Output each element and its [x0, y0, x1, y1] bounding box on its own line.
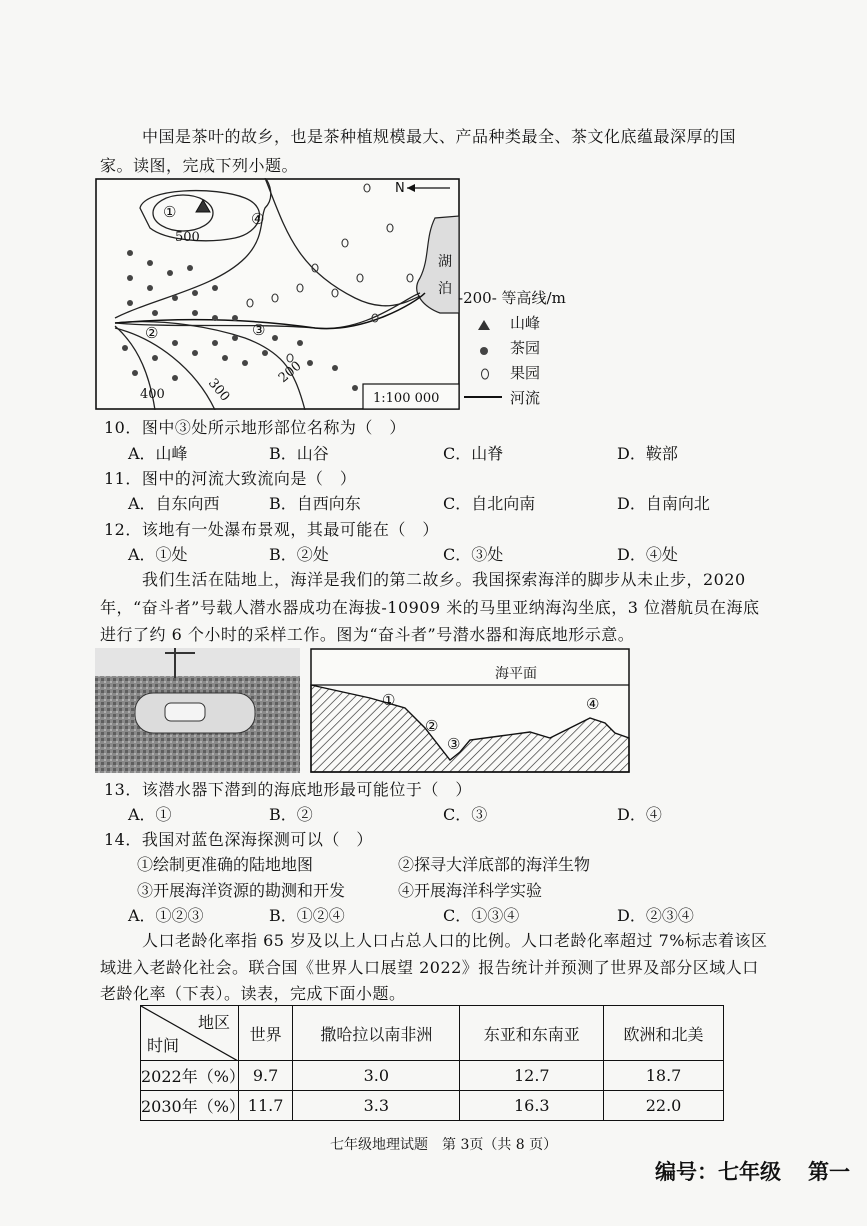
table-cell: 3.3	[293, 1091, 460, 1121]
aging-rate-table	[140, 1005, 724, 1121]
row-label: 2022年（%）	[141, 1061, 239, 1091]
q13-option-a[interactable]: A．①	[128, 805, 172, 824]
q11-stem: 11．图中的河流大致流向是（ ）	[104, 469, 357, 488]
submersible-photo	[95, 648, 300, 773]
q13-option-c[interactable]: C．③	[443, 805, 488, 824]
lake-label-2: 泊	[438, 281, 452, 297]
row-label: 2030年（%）	[141, 1091, 239, 1121]
legend-orchard: 果园	[510, 364, 541, 382]
q11-option-c[interactable]: C．自北向南	[443, 494, 536, 513]
corner-time-label: 时间	[147, 1036, 180, 1055]
q12-option-b[interactable]: B．②处	[269, 545, 329, 564]
legend-river: 河流	[510, 389, 541, 407]
column-header: 东亚和东南亚	[460, 1006, 604, 1061]
q13-stem: 13．该潜水器下潜到的海底地形最可能位于（ ）	[104, 780, 472, 799]
q14-option-b[interactable]: B．①②④	[269, 906, 345, 925]
q10-option-d[interactable]: D．鞍部	[617, 444, 678, 463]
passage2-line3: 进行了约 6 个小时的采样工作。图为“奋斗者”号潜水器和海底地形示意。	[100, 625, 635, 644]
q14-item-4: ④开展海洋科学实验	[398, 881, 543, 900]
legend-tea-icon	[478, 342, 490, 361]
seafloor-marker-2: ②	[425, 717, 439, 735]
q14-option-d[interactable]: D．②③④	[617, 906, 694, 925]
sea-level-label: 海平面	[495, 666, 537, 682]
contour-label-300: 300	[204, 375, 233, 405]
passage3-line3: 老龄化率（下表）。读表，完成下面小题。	[100, 984, 406, 1003]
lake-label-1: 湖	[438, 254, 452, 270]
q10-stem: 10．图中③处所示地形部位名称为（ ）	[104, 418, 406, 437]
legend-peak-icon	[477, 316, 491, 335]
q10-option-c[interactable]: C．山脊	[443, 444, 504, 463]
seafloor-marker-3: ③	[447, 735, 461, 753]
contour-label-500: 500	[175, 230, 200, 245]
seafloor-marker-4: ④	[586, 695, 600, 713]
table-cell: 3.0	[293, 1061, 460, 1091]
q14-option-a[interactable]: A．①②③	[128, 906, 204, 925]
q13-option-d[interactable]: D．④	[617, 805, 662, 824]
column-header: 撒哈拉以南非洲	[293, 1006, 460, 1061]
q12-option-a[interactable]: A．①处	[128, 545, 188, 564]
table-cell: 11.7	[239, 1091, 293, 1121]
q14-item-2: ②探寻大洋底部的海洋生物	[398, 855, 591, 874]
stamp-label: 编号：七年级	[655, 1160, 781, 1184]
table-row	[141, 1091, 724, 1121]
legend-tea: 茶园	[510, 339, 541, 357]
map-marker-3: ③	[252, 321, 266, 339]
column-header: 欧洲和北美	[604, 1006, 724, 1061]
table-header-row	[141, 1006, 724, 1061]
q14-item-3: ③开展海洋资源的勘测和开发	[137, 881, 346, 900]
q13-option-b[interactable]: B．②	[269, 805, 313, 824]
page-footer: 七年级地理试题 第 3页（共 8 页）	[330, 1137, 558, 1153]
q14-stem: 14．我国对蓝色深海探测可以（ ）	[104, 830, 373, 849]
table-cell: 9.7	[239, 1061, 293, 1091]
table-cell: 22.0	[604, 1091, 724, 1121]
contour-map	[95, 178, 460, 410]
q10-option-b[interactable]: B．山谷	[269, 444, 329, 463]
q14-item-1: ①绘制更准确的陆地地图	[137, 855, 314, 874]
legend-orchard-icon	[479, 366, 491, 385]
seafloor-profile	[310, 648, 630, 773]
north-label: N	[395, 181, 405, 196]
column-header: 世界	[239, 1006, 293, 1061]
q14-option-c[interactable]: C．①③④	[443, 906, 520, 925]
map-marker-4: ④	[251, 210, 265, 228]
q11-option-b[interactable]: B．自西向东	[269, 494, 361, 513]
corner-region-label: 地区	[197, 1013, 230, 1032]
seafloor-marker-1: ①	[382, 691, 396, 709]
map-marker-2: ②	[145, 324, 159, 342]
q12-option-c[interactable]: C．③处	[443, 545, 504, 564]
passage3-line1: 人口老龄化率指 65 岁及以上人口占总人口的比例。人口老龄化率超过 7%标志着该区	[142, 931, 768, 950]
table-row	[141, 1061, 724, 1091]
table-cell: 12.7	[460, 1061, 604, 1091]
contour-label-200: 200	[275, 358, 305, 387]
contour-map-svg	[95, 178, 460, 410]
passage2-line1: 我们生活在陆地上，海洋是我们的第二故乡。我国探索海洋的脚步从未止步，2020	[142, 570, 746, 589]
q11-option-a[interactable]: A．自东向西	[128, 494, 220, 513]
q10-option-a[interactable]: A．山峰	[128, 444, 188, 463]
map-scale: 1:100 000	[373, 391, 440, 406]
legend-peak: 山峰	[510, 314, 541, 332]
table-corner-cell	[141, 1006, 239, 1061]
legend-contour: -200- 等高线/m	[458, 289, 566, 307]
table-cell: 16.3	[460, 1091, 604, 1121]
map-marker-1: ①	[163, 203, 177, 221]
q11-option-d[interactable]: D．自南向北	[617, 494, 710, 513]
stamp-suffix: 第一	[808, 1160, 850, 1184]
passage1-line1: 中国是茶叶的故乡，也是茶种植规模最大、产品种类最全、茶文化底蕴最深厚的国	[142, 127, 737, 146]
passage1-line2: 家。读图，完成下列小题。	[100, 156, 299, 175]
passage2-line2: 年，“奋斗者”号载人潜水器成功在海拔-10909 米的马里亚纳海沟坐底，3 位潜航员在海底	[100, 598, 760, 617]
table-cell: 18.7	[604, 1061, 724, 1091]
contour-label-400: 400	[140, 387, 165, 402]
passage3-line2: 域进入老龄化社会。联合国《世界人口展望 2022》报告统计并预测了世界及部分区域人口	[100, 958, 759, 977]
q12-option-d[interactable]: D．④处	[617, 545, 678, 564]
legend-river-icon	[464, 396, 502, 398]
q12-stem: 12．该地有一处瀑布景观，其最可能在（ ）	[104, 520, 439, 539]
